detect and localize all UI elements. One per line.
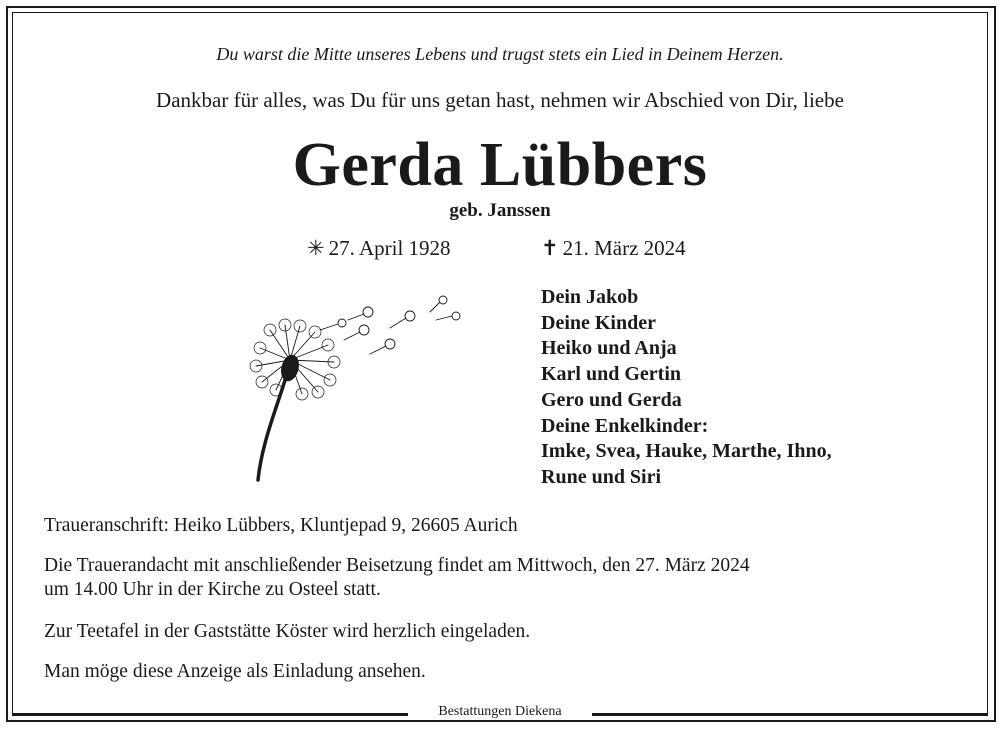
maiden-name: geb. Janssen bbox=[449, 200, 551, 221]
dandelion-icon bbox=[240, 290, 470, 490]
funeral-home-credit: Bestattungen Diekena bbox=[408, 704, 592, 720]
death-date-line bbox=[541, 236, 686, 261]
mourner-line: Heiko und Anja bbox=[541, 337, 677, 360]
death-cross-icon: ✝ bbox=[541, 236, 559, 260]
mourning-address: Traueranschrift: Heiko Lübbers, Kluntjepad 9, 26605 Aurich bbox=[44, 515, 518, 536]
motto: Du warst die Mitte unseres Lebens und trugst stets ein Lied in Deinem Herzen. bbox=[216, 44, 784, 64]
death-date: 21. März 2024 bbox=[562, 236, 686, 260]
mourner-line: Rune und Siri bbox=[541, 465, 662, 488]
mourner-line: Dein Jakob bbox=[541, 286, 639, 308]
inner-border bbox=[12, 12, 988, 714]
footer-divider-right bbox=[592, 714, 988, 716]
tea-invitation: Zur Teetafel in der Gaststätte Köster wird herzlich eingeladen. bbox=[44, 621, 531, 642]
birth-date: 27. April 1928 bbox=[328, 236, 451, 260]
mourner-line: Karl und Gertin bbox=[541, 363, 682, 386]
mourners-list bbox=[541, 285, 832, 491]
birth-date-line bbox=[307, 236, 451, 261]
mourner-line: Deine Enkelkinder: bbox=[541, 414, 709, 437]
deceased-name: Gerda Lübbers bbox=[292, 131, 708, 199]
mourner-line: Deine Kinder bbox=[541, 311, 656, 334]
invitation-note: Man möge diese Anzeige als Einladung ansehen. bbox=[44, 661, 426, 682]
mourner-line: Imke, Svea, Hauke, Marthe, Ihno, bbox=[541, 440, 832, 463]
service-line: um 14.00 Uhr in der Kirche zu Osteel statt. bbox=[44, 579, 381, 600]
intro-text: Dankbar für alles, was Du für uns getan hast, nehmen wir Abschied von Dir, liebe bbox=[156, 88, 844, 112]
mourner-line: Gero und Gerda bbox=[541, 388, 682, 411]
footer-divider-left bbox=[12, 714, 408, 716]
birth-star-icon: ✳ bbox=[307, 236, 325, 260]
service-line: Die Trauerandacht mit anschließender Beisetzung findet am Mittwoch, den 27. März 2024 bbox=[44, 555, 750, 576]
service-details bbox=[44, 554, 750, 602]
